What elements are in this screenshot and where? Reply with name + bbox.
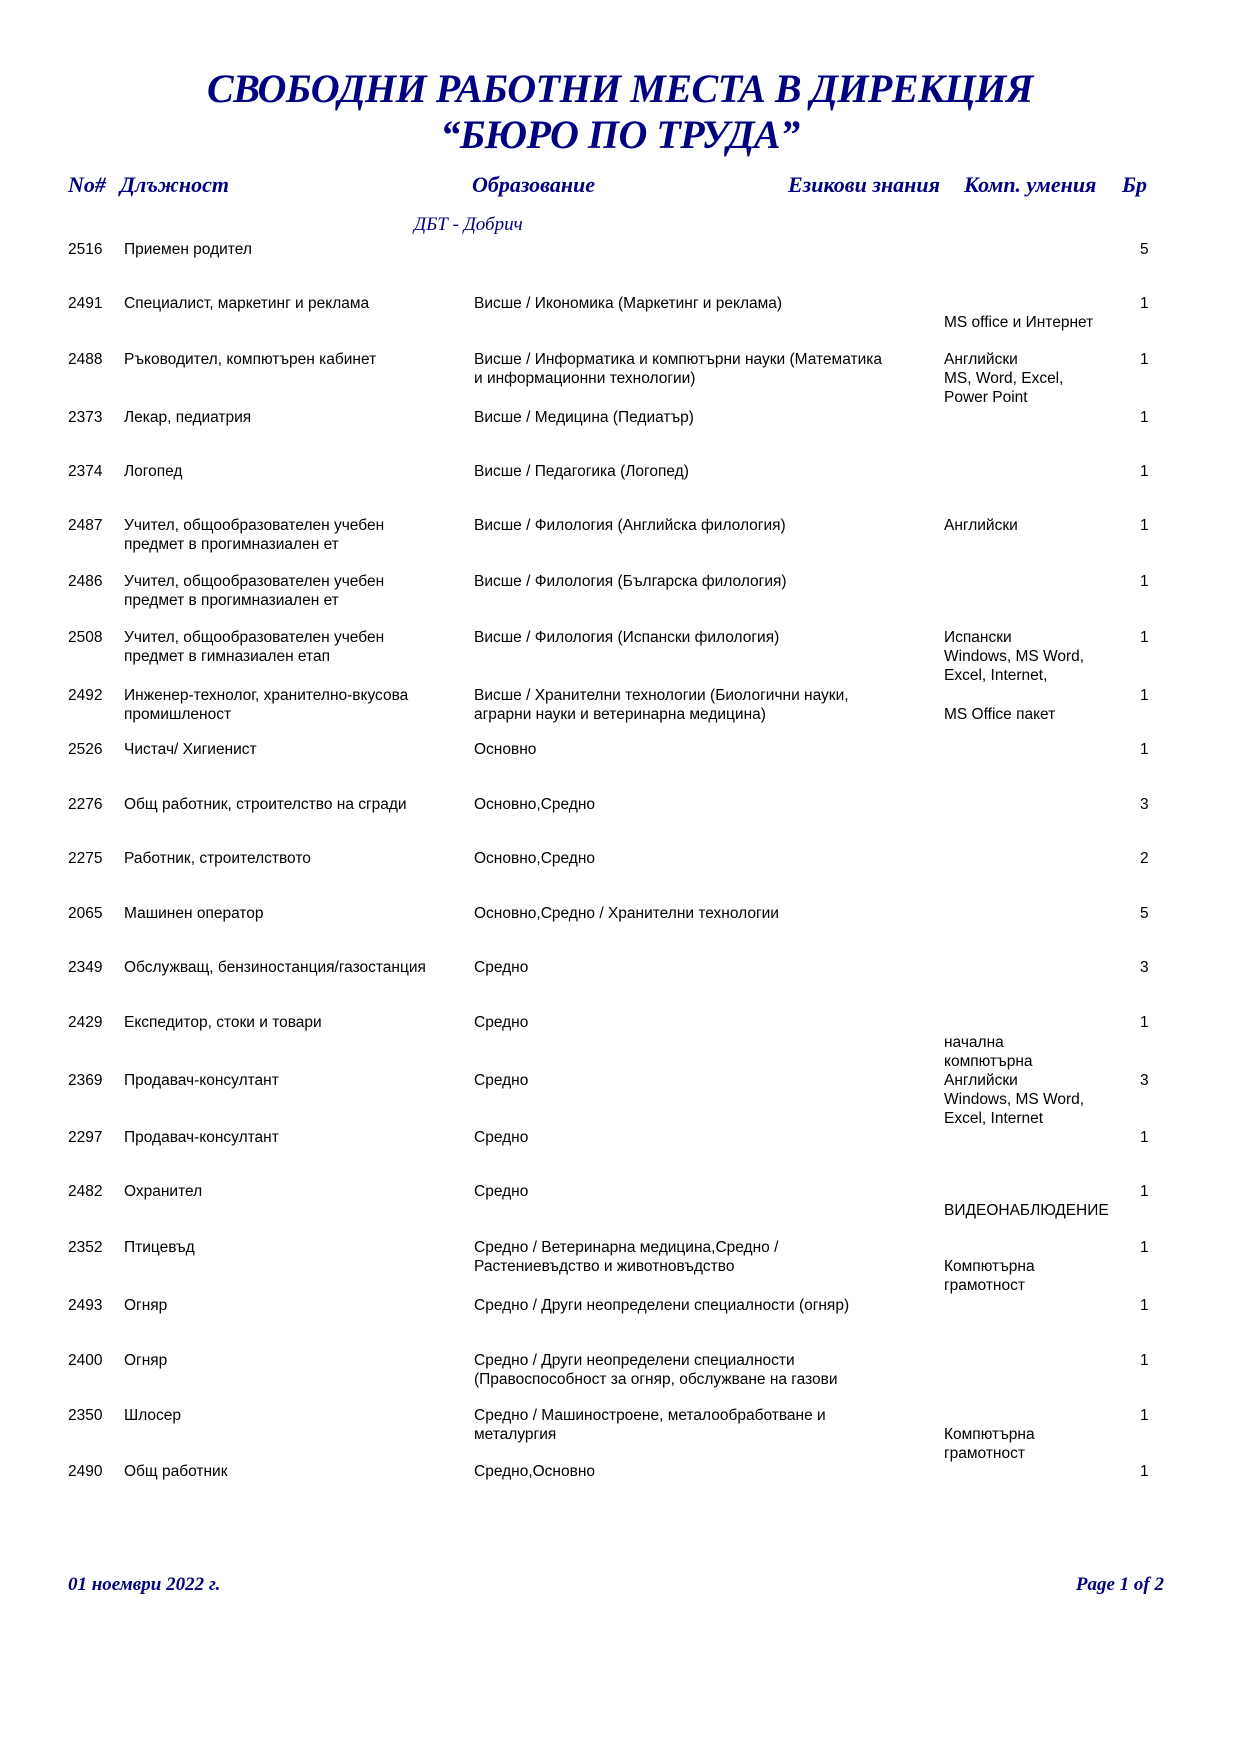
vacancy-count: 1 — [1140, 573, 1149, 590]
skill-line: Excel, Internet, — [944, 667, 1048, 684]
skill-line: Windows, MS Word, — [944, 1091, 1085, 1108]
vacancy-education — [474, 572, 787, 591]
vacancy-number: 2349 — [68, 959, 103, 976]
vacancy-skills — [944, 686, 1055, 724]
position-line: Птицевъд — [124, 1239, 195, 1256]
skill-line: Excel, Internet — [944, 1110, 1044, 1127]
position-line: Огняр — [124, 1297, 168, 1314]
vacancy-count: 1 — [1140, 517, 1149, 534]
vacancy-number: 2508 — [68, 629, 103, 646]
vacancy-number: 2488 — [68, 351, 103, 368]
education-line: Основно,Средно — [474, 850, 596, 867]
position-line: Експедитор, стоки и товари — [124, 1014, 322, 1031]
vacancy-number: 2492 — [68, 687, 103, 704]
vacancy-number: 2526 — [68, 741, 103, 758]
vacancy-count: 1 — [1140, 1352, 1149, 1369]
header-education: Образование — [472, 172, 596, 197]
branch-label: ДБТ - Добрич — [414, 214, 523, 235]
vacancy-position — [124, 1182, 202, 1201]
header-position: Длъжност — [120, 172, 229, 197]
vacancy-skills — [944, 294, 1093, 332]
education-line: Средно / Други неопределени специалности — [474, 1352, 795, 1369]
vacancy-position — [124, 628, 384, 666]
vacancy-number: 2276 — [68, 796, 103, 813]
vacancy-skills — [944, 628, 1084, 685]
education-line: Средно / Други неопределени специалности (огняр) — [474, 1297, 850, 1314]
vacancy-education — [474, 958, 528, 977]
vacancy-number: 2352 — [68, 1239, 103, 1256]
education-line: Висше / Информатика и компютърни науки (Математика — [474, 351, 882, 368]
education-line: (Правоспособност за огняр, обслужване на газови — [474, 1371, 838, 1388]
skill-line — [944, 1238, 1035, 1257]
vacancy-count: 1 — [1140, 1239, 1149, 1256]
vacancy-count: 1 — [1140, 1129, 1149, 1146]
vacancy-education — [474, 294, 782, 313]
vacancy-count: 1 — [1140, 351, 1149, 368]
education-line: Средно — [474, 1014, 529, 1031]
vacancy-position — [124, 462, 182, 481]
vacancy-position — [124, 904, 264, 923]
skill-line: грамотност — [944, 1445, 1025, 1462]
skill-line: MS office и Интернет — [944, 314, 1094, 331]
education-line: Висше / Филология (Английска филология) — [474, 517, 786, 534]
vacancy-number: 2482 — [68, 1183, 103, 1200]
vacancy-education — [474, 1182, 528, 1201]
position-line: Шлосер — [124, 1407, 182, 1424]
footer-date: 01 ноември 2022 г. — [68, 1574, 221, 1595]
education-line: аграрни науки и ветеринарна медицина) — [474, 706, 766, 723]
vacancy-education — [474, 686, 849, 724]
vacancy-position — [124, 740, 257, 759]
skill-line: Компютърна — [944, 1426, 1035, 1443]
position-line: Учител, общообразователен учебен — [124, 517, 385, 534]
vacancy-position — [124, 1406, 181, 1425]
skill-line — [944, 294, 1093, 313]
vacancy-education — [474, 904, 779, 923]
skill-line: MS, Word, Excel, — [944, 370, 1064, 387]
education-line: и информационни технологии) — [474, 370, 696, 387]
vacancy-education — [474, 1406, 826, 1444]
education-line: Висше / Хранителни технологии (Биологични науки, — [474, 687, 849, 704]
vacancy-count: 1 — [1140, 409, 1149, 426]
education-line: Средно — [474, 1129, 529, 1146]
position-line: предмет в гимназиален етап — [124, 648, 330, 665]
skill-line: Испански — [944, 629, 1012, 646]
vacancy-number: 2374 — [68, 463, 103, 480]
vacancy-position — [124, 1013, 322, 1032]
vacancy-education — [474, 1296, 849, 1315]
position-line: Специалист, маркетинг и реклама — [124, 295, 370, 312]
vacancy-count: 1 — [1140, 687, 1149, 704]
vacancy-count: 1 — [1140, 741, 1149, 758]
skill-line: Power Point — [944, 389, 1028, 406]
education-line: Висше / Филология (Испански филология) — [474, 629, 780, 646]
education-line: Средно — [474, 959, 529, 976]
skill-line — [944, 1406, 1035, 1425]
vacancy-position — [124, 408, 251, 427]
vacancy-education — [474, 1128, 528, 1147]
vacancy-skills — [944, 516, 1018, 535]
vacancy-count: 3 — [1140, 796, 1149, 813]
vacancy-number: 2297 — [68, 1129, 103, 1146]
vacancy-number: 2491 — [68, 295, 103, 312]
education-line: Основно — [474, 741, 537, 758]
position-line: Обслужващ, бензиностанция/газостанция — [124, 959, 426, 976]
education-line: Висше / Педагогика (Логопед) — [474, 463, 689, 480]
vacancy-position — [124, 686, 408, 724]
vacancy-education — [474, 350, 882, 388]
vacancy-education — [474, 516, 786, 535]
position-line: Продавач-консултант — [124, 1129, 279, 1146]
document-title-line1: СВОБОДНИ РАБОТНИ МЕСТА В ДИРЕКЦИЯ — [207, 66, 1033, 111]
education-line: Средно — [474, 1183, 529, 1200]
education-line: Средно / Ветеринарна медицина,Средно / — [474, 1239, 779, 1256]
position-line: Учител, общообразователен учебен — [124, 573, 385, 590]
position-line: Логопед — [124, 463, 183, 480]
vacancy-count: 1 — [1140, 295, 1149, 312]
vacancy-number: 2493 — [68, 1297, 103, 1314]
vacancy-position — [124, 795, 407, 814]
vacancy-count: 3 — [1140, 1072, 1149, 1089]
vacancy-skills — [944, 1406, 1035, 1463]
vacancy-count: 1 — [1140, 1183, 1149, 1200]
skill-line: Английски — [944, 351, 1018, 368]
vacancy-position — [124, 516, 384, 554]
header-computer-skills: Комп. умения — [964, 172, 1097, 197]
vacancy-position — [124, 958, 426, 977]
education-line: Растениевъдство и животновъдство — [474, 1258, 735, 1275]
vacancy-skills — [944, 350, 1063, 407]
vacancy-education — [474, 795, 595, 814]
vacancy-education — [474, 1462, 595, 1481]
vacancy-education — [474, 1013, 528, 1032]
vacancy-number: 2516 — [68, 241, 103, 258]
skill-line: Английски — [944, 1072, 1018, 1089]
vacancy-position — [124, 1296, 167, 1315]
skill-line: начална — [944, 1034, 1004, 1051]
education-line: металургия — [474, 1426, 557, 1443]
vacancy-education — [474, 1351, 838, 1389]
vacancy-position — [124, 572, 384, 610]
skill-line: грамотност — [944, 1277, 1025, 1294]
vacancy-number: 2400 — [68, 1352, 103, 1369]
education-line: Средно,Основно — [474, 1463, 596, 1480]
header-count: Бр — [1122, 172, 1147, 197]
vacancy-education — [474, 1071, 528, 1090]
vacancy-number: 2487 — [68, 517, 103, 534]
skill-line: Windows, MS Word, — [944, 648, 1085, 665]
vacancy-position — [124, 1462, 228, 1481]
vacancy-skills — [944, 1238, 1035, 1295]
position-line: Машинен оператор — [124, 905, 264, 922]
vacancy-number: 2373 — [68, 409, 103, 426]
vacancy-number: 2490 — [68, 1463, 103, 1480]
vacancy-count: 5 — [1140, 241, 1149, 258]
education-line: Средно — [474, 1072, 529, 1089]
vacancy-number: 2369 — [68, 1072, 103, 1089]
vacancy-count: 2 — [1140, 850, 1149, 867]
vacancy-position — [124, 240, 252, 259]
footer-page-number: Page 1 of 2 — [1075, 1574, 1164, 1595]
vacancy-education — [474, 849, 595, 868]
education-line: Основно,Средно / Хранителни технологии — [474, 905, 779, 922]
position-line: предмет в прогимназиален ет — [124, 592, 339, 609]
position-line: Охранител — [124, 1183, 203, 1200]
vacancy-education — [474, 628, 779, 647]
education-line: Висше / Икономика (Маркетинг и реклама) — [474, 295, 783, 312]
position-line: Инженер-технолог, хранително-вкусова — [124, 687, 409, 704]
skill-line: компютърна — [944, 1053, 1033, 1070]
vacancy-count: 1 — [1140, 629, 1149, 646]
skill-line — [944, 686, 1055, 705]
vacancy-position — [124, 1128, 279, 1147]
vacancy-position — [124, 294, 369, 313]
vacancy-position — [124, 1238, 195, 1257]
vacancy-position — [124, 849, 311, 868]
education-line: Средно / Машиностроене, металообработване и — [474, 1407, 826, 1424]
vacancy-count: 3 — [1140, 959, 1149, 976]
skill-line — [944, 1182, 1109, 1201]
vacancy-number: 2429 — [68, 1014, 103, 1031]
skill-line: ВИДЕОНАБЛЮДЕНИЕ — [944, 1202, 1109, 1219]
position-line: Ръководител, компютърен кабинет — [124, 351, 377, 368]
vacancy-count: 1 — [1140, 1463, 1149, 1480]
education-line: Висше / Филология (Българска филология) — [474, 573, 787, 590]
vacancy-education — [474, 408, 694, 427]
header-no: No# — [68, 172, 106, 197]
vacancy-number: 2275 — [68, 850, 103, 867]
position-line: Огняр — [124, 1352, 168, 1369]
position-line: Общ работник — [124, 1463, 228, 1480]
education-line: Висше / Медицина (Педиатър) — [474, 409, 694, 426]
vacancy-education — [474, 462, 689, 481]
vacancy-position — [124, 1071, 279, 1090]
position-line: Общ работник, строителство на сгради — [124, 796, 407, 813]
vacancy-skills — [944, 1033, 1084, 1128]
vacancy-number: 2350 — [68, 1407, 103, 1424]
position-line: Чистач/ Хигиенист — [124, 741, 257, 758]
position-line: предмет в прогимназиален ет — [124, 536, 339, 553]
skill-line: MS Office пакет — [944, 706, 1056, 723]
vacancy-count: 5 — [1140, 905, 1149, 922]
position-line: Лекар, педиатрия — [124, 409, 252, 426]
header-languages: Езикови знания — [788, 172, 940, 197]
vacancy-education — [474, 1238, 778, 1276]
vacancy-count: 1 — [1140, 1297, 1149, 1314]
vacancy-position — [124, 350, 376, 369]
vacancy-skills — [944, 1182, 1109, 1220]
position-line: Продавач-консултант — [124, 1072, 279, 1089]
education-line: Основно,Средно — [474, 796, 596, 813]
document-title-line2: “БЮРО ПО ТРУДА” — [440, 112, 800, 157]
position-line: Учител, общообразователен учебен — [124, 629, 385, 646]
vacancy-count: 1 — [1140, 1014, 1149, 1031]
skill-line: Английски — [944, 517, 1018, 534]
vacancy-education — [474, 740, 536, 759]
vacancy-number: 2486 — [68, 573, 103, 590]
skill-line: Компютърна — [944, 1258, 1035, 1275]
position-line: Работник, строителството — [124, 850, 311, 867]
vacancy-count: 1 — [1140, 1407, 1149, 1424]
vacancy-count: 1 — [1140, 463, 1149, 480]
position-line: промишленост — [124, 706, 232, 723]
vacancy-number: 2065 — [68, 905, 103, 922]
position-line: Приемен родител — [124, 241, 252, 258]
vacancy-position — [124, 1351, 167, 1370]
